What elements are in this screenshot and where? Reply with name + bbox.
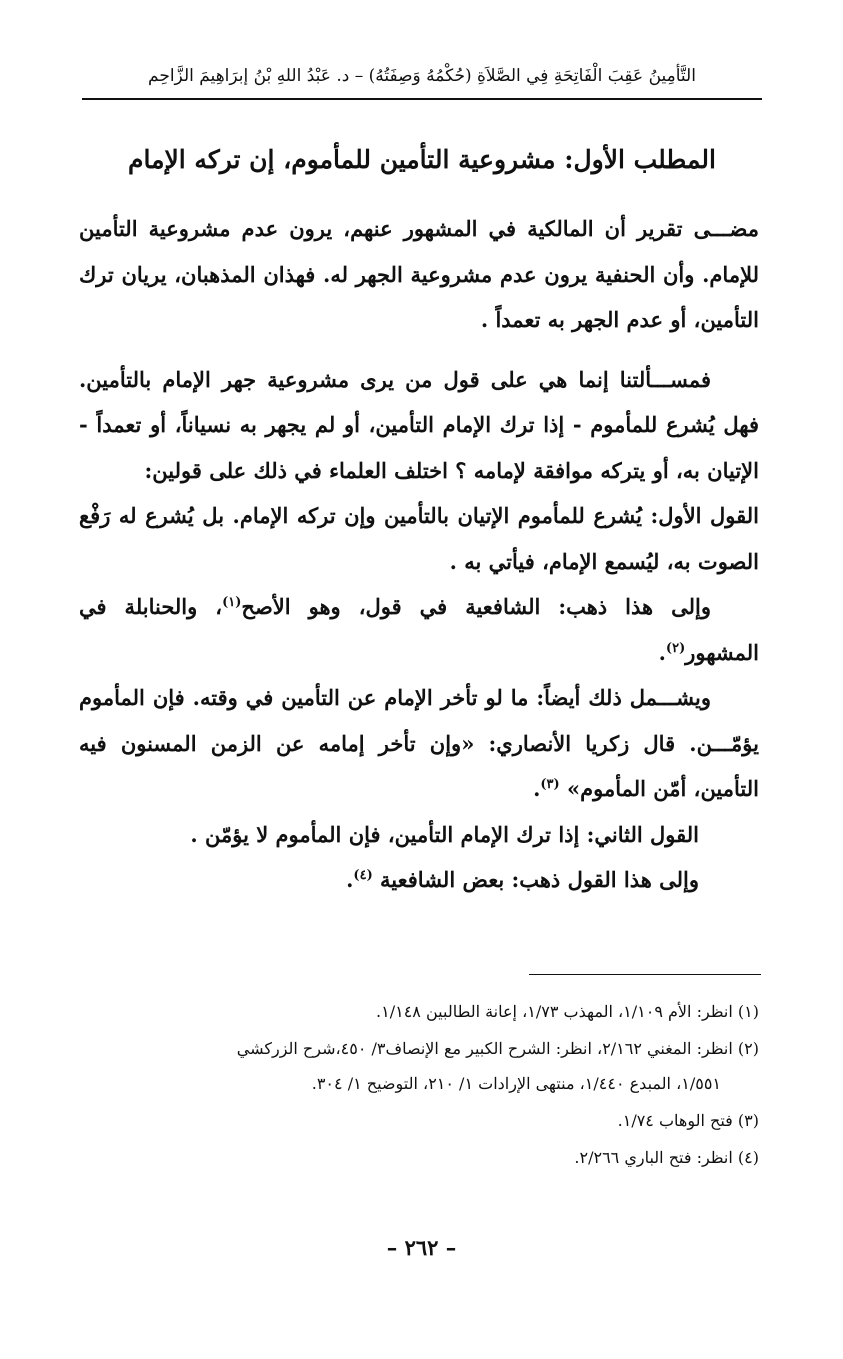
- footnote-3-text: (٣) فتح الوهاب ١/٧٤.: [617, 1111, 759, 1130]
- running-header: التَّأْمِينُ عَقِبَ الْفَاتِحَةِ فِي الصَّلاَةِ (حُكْمُهُ وَصِفَتُهُ) – د. عَبْدُ اللهِ بْنُ إبرَاهِيمَ الزَّاحِم: [148, 66, 696, 86]
- paragraph-7-text-a: وإلى هذا القول ذهب: بعض الشافعية: [372, 867, 699, 892]
- paragraph-3: القول الأول: يُشرع للمأموم الإتيان بالتأمين وإن تركه الإمام. بل يُشرع له رَفْع الصوت به، ليُسمع الإمام، فيأتي به .: [79, 503, 759, 574]
- paragraph-5: [79, 675, 759, 812]
- footnote-2-text: (٢) انظر: المغني ٢/١٦٢، انظر: الشرح الكبير مع الإنصاف٣/ ٤٥٠،شرح الزركشي: [236, 1039, 759, 1058]
- paragraph-7-text-b: .: [346, 867, 354, 892]
- paragraph-4-text-a: وإلى هذا ذهب: الشافعية في قول، وهو الأصح: [241, 594, 711, 619]
- page-number: – ٢٦٢ –: [386, 1235, 457, 1260]
- footnote-4: [79, 1140, 759, 1175]
- body-text: [79, 206, 759, 903]
- footnote-3: [79, 1103, 759, 1138]
- footnote-ref-4: (٤): [353, 868, 373, 883]
- footnote-2: [79, 1031, 759, 1101]
- paragraph-4-text-c: .: [658, 639, 666, 665]
- paragraph-2: فمســـألتنا إنما هي على قول من يرى مشروعية جهر الإمام بالتأمين. فهل يُشرع للمأموم - إذا ترك الإمام التأمين، أو لم يجهر به نسياناً، أو تعمداً - الإتيان به، أو يتركه موافقة لإمامه ؟ اختلف العلماء في ذلك على قولين:: [79, 366, 759, 483]
- footnote-4-text: (٤) انظر: فتح الباري ٢/٢٦٦.: [574, 1148, 759, 1167]
- paragraph-5-text-a: ويشـــمل ذلك أيضاً: ما لو تأخر الإمام عن التأمين في وقته. فإن المأموم يؤمّـــن. قال زكريا الأنصاري: «وإن تأخر إمامه عن الزمن المسنون فيه التأمين، أمّن المأموم»: [79, 685, 759, 801]
- paragraph-1: مضـــى تقرير أن المالكية في المشهور عنهم، يرون عدم مشروعية التأمين للإمام. وأن الحنفية يرون عدم مشروعية الجهر له. فهذان المذهبان، يريان ترك التأمين، أو عدم الجهر به تعمداً .: [79, 216, 759, 332]
- footnote-1: [79, 994, 759, 1029]
- footnotes: [79, 994, 759, 1177]
- header-rule: [82, 98, 762, 100]
- footnote-ref-2: (٢): [665, 640, 686, 656]
- paragraph-5-text-b: .: [533, 776, 541, 801]
- section-title: المطلب الأول: مشروعية التأمين للمأموم، إن تركه الإمام: [128, 145, 716, 174]
- paragraph-4-text-b: ، والحنابلة في المشهور: [79, 594, 759, 665]
- paragraph-4: [79, 584, 759, 675]
- footnote-rule: [529, 974, 761, 975]
- footnote-ref-3: (٣): [540, 777, 560, 792]
- paragraph-6: القول الثاني: إذا ترك الإمام التأمين، فإن المأموم لا يؤمّن .: [190, 821, 699, 847]
- footnote-ref-1: (١): [222, 595, 242, 610]
- footnote-2-continuation: ١/٥٥١، المبدع ١/٤٤٠، منتهى الإرادات ١/ ٢١٠، التوضيح ١/ ٣٠٤.: [311, 1074, 721, 1093]
- paragraph-7: [79, 857, 759, 903]
- footnote-1-text: (١) انظر: الأم ١/١٠٩، المهذب ١/٧٣، إعانة الطالبين ١/١٤٨.: [376, 1002, 759, 1021]
